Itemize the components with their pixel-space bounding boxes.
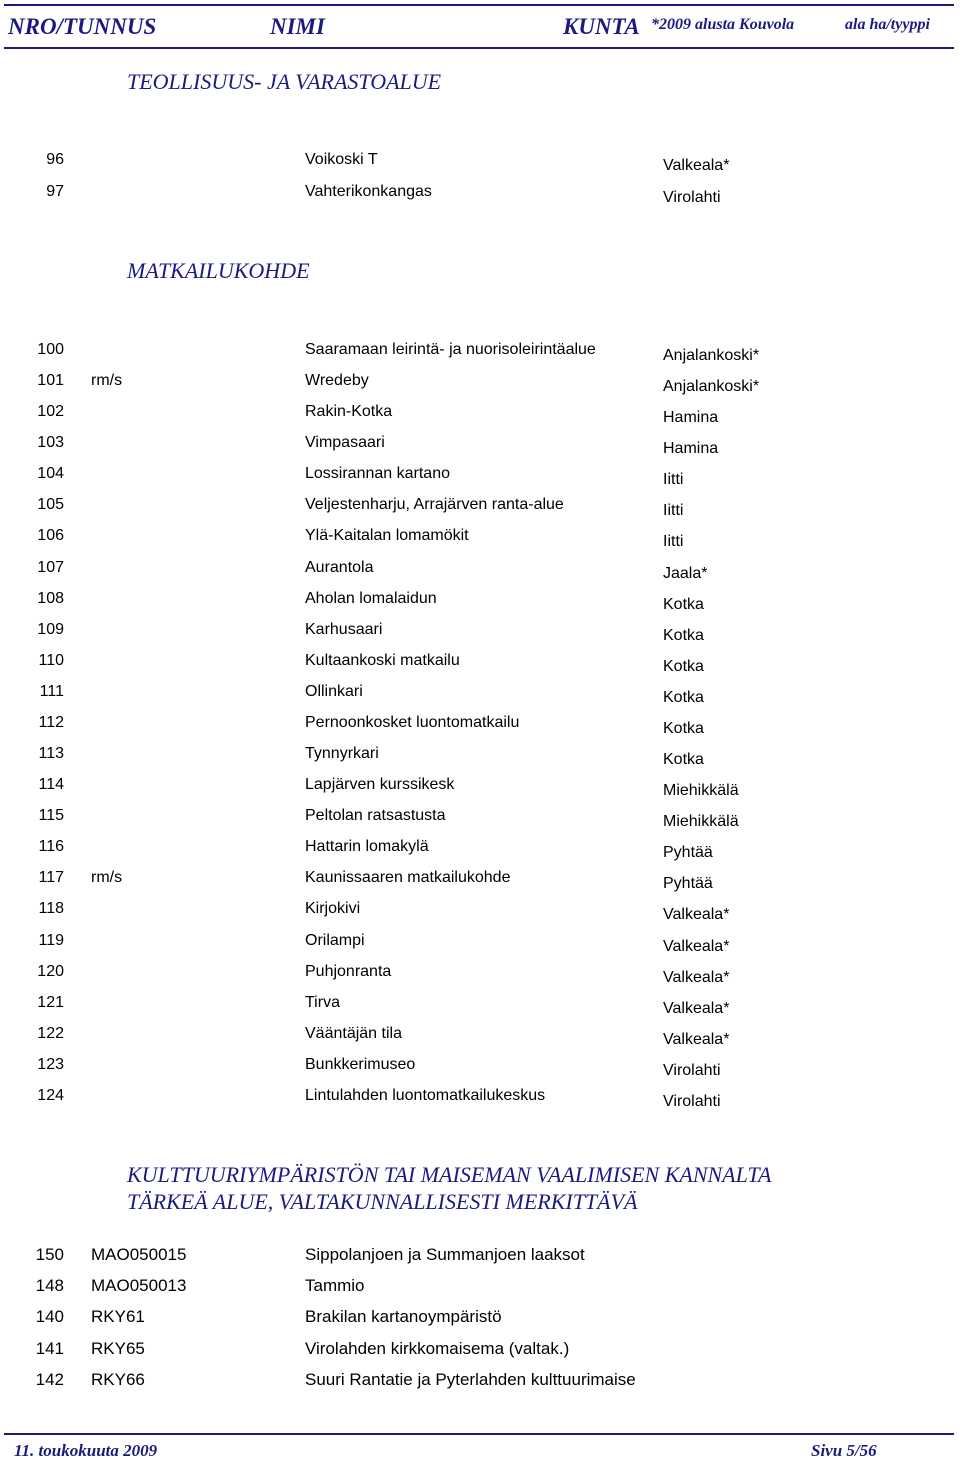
table-row bbox=[0, 461, 960, 489]
cell-num: 148 bbox=[35, 1276, 64, 1296]
cell-num: 101 bbox=[37, 372, 64, 390]
footer-page-number: Sivu 5/56 bbox=[811, 1441, 877, 1460]
table-row bbox=[0, 368, 960, 396]
cell-name: Aurantola bbox=[305, 558, 374, 576]
cell-name: Lossirannan kartano bbox=[305, 465, 450, 483]
cell-code: MAO050013 bbox=[91, 1276, 187, 1296]
cell-name: Brakilan kartanoympäristö bbox=[305, 1307, 502, 1327]
cell-name: Tammio bbox=[305, 1276, 365, 1296]
cell-name: Lintulahden luontomatkailukeskus bbox=[305, 1086, 546, 1104]
cell-name: Tynnyrkari bbox=[305, 745, 379, 763]
cell-num: 103 bbox=[37, 434, 64, 452]
header-col-nro: NRO/TUNNUS bbox=[8, 14, 157, 39]
cell-kunta: Valkeala* bbox=[663, 157, 730, 174]
cell-code: MAO050015 bbox=[91, 1245, 187, 1264]
cell-kunta: Kotka bbox=[663, 751, 704, 769]
table-row bbox=[0, 834, 960, 862]
footer-rule bbox=[4, 1433, 954, 1435]
cell-num: 109 bbox=[37, 620, 64, 638]
section-title-industry: TEOLLISUUS- JA VARASTOALUE bbox=[127, 69, 442, 94]
cell-num: 122 bbox=[37, 1024, 64, 1042]
cell-kunta: Valkeala* bbox=[663, 1030, 730, 1048]
table-row bbox=[0, 586, 960, 614]
cell-num: 100 bbox=[37, 341, 64, 358]
cell-num: 140 bbox=[35, 1307, 64, 1327]
cell-kunta: Kotka bbox=[663, 626, 704, 644]
table-row bbox=[0, 147, 960, 175]
cell-name: Vahterikonkangas bbox=[305, 182, 432, 200]
table-row bbox=[0, 1301, 960, 1329]
cell-num: 108 bbox=[37, 589, 64, 607]
cell-num: 141 bbox=[35, 1338, 64, 1358]
cell-kunta: Iitti bbox=[663, 533, 684, 551]
cell-num: 150 bbox=[35, 1245, 64, 1264]
cell-num: 118 bbox=[38, 900, 64, 918]
cell-num: 114 bbox=[38, 776, 64, 794]
cell-num: 104 bbox=[37, 465, 64, 483]
cell-num: 112 bbox=[38, 713, 64, 731]
cell-num: 116 bbox=[38, 838, 64, 856]
cell-num: 121 bbox=[37, 993, 64, 1011]
table-row bbox=[0, 523, 960, 551]
cell-num: 119 bbox=[38, 931, 64, 949]
cell-kunta: Iitti bbox=[663, 502, 684, 520]
cell-num: 107 bbox=[37, 558, 64, 576]
header-col-kunta: KUNTA bbox=[563, 14, 640, 39]
table-row bbox=[0, 492, 960, 520]
cell-name: Pernoonkosket luontomatkailu bbox=[305, 713, 520, 731]
cell-name: Lapjärven kurssikesk bbox=[305, 776, 455, 794]
cell-name: Kultaankoski matkailu bbox=[305, 651, 460, 669]
cell-num: 96 bbox=[46, 151, 64, 168]
cell-kunta: Kotka bbox=[663, 657, 704, 675]
header-col-area: ala ha/tyyppi bbox=[845, 16, 930, 33]
cell-name: Peltolan ratsastusta bbox=[305, 807, 446, 825]
table-row bbox=[0, 1333, 960, 1361]
table-row bbox=[0, 179, 960, 207]
cell-kunta: Jaala* bbox=[663, 564, 708, 582]
table-row bbox=[0, 1052, 960, 1080]
cell-name: Puhjonranta bbox=[305, 962, 392, 980]
table-row bbox=[0, 1239, 960, 1267]
footer-date: 11. toukokuuta 2009 bbox=[14, 1441, 158, 1460]
cell-kunta: Anjalankoski* bbox=[663, 347, 760, 364]
cell-name: Veljestenharju, Arrajärven ranta-alue bbox=[305, 496, 564, 514]
cell-kunta: Pyhtää bbox=[663, 844, 713, 862]
section-title-culture-line1: KULTTUURIYMPÄRISTÖN TAI MAISEMAN VAALIMISEN KANNALTA bbox=[127, 1162, 772, 1187]
table-row bbox=[0, 679, 960, 707]
cell-name: Ollinkari bbox=[305, 682, 363, 700]
cell-kunta: Valkeala* bbox=[663, 937, 730, 955]
cell-num: 102 bbox=[37, 403, 64, 421]
cell-name: Vimpasaari bbox=[305, 434, 385, 452]
cell-kunta: Kotka bbox=[663, 595, 704, 613]
table-row bbox=[0, 430, 960, 458]
cell-num: 142 bbox=[35, 1369, 64, 1389]
cell-kunta: Miehikkälä bbox=[663, 813, 739, 831]
cell-name: Karhusaari bbox=[305, 620, 383, 638]
cell-num: 120 bbox=[37, 962, 64, 980]
cell-num: 115 bbox=[38, 807, 64, 825]
table-row bbox=[0, 896, 960, 924]
table-row bbox=[0, 710, 960, 738]
cell-kunta: Valkeala* bbox=[663, 906, 730, 924]
cell-kunta: Hamina bbox=[663, 409, 719, 427]
table-row bbox=[0, 865, 960, 893]
header-col-nimi: NIMI bbox=[270, 14, 325, 39]
cell-name: Hattarin lomakylä bbox=[305, 838, 429, 856]
header-rule-bottom bbox=[4, 47, 954, 49]
cell-num: 106 bbox=[37, 527, 64, 545]
table-row bbox=[0, 803, 960, 831]
cell-kunta: Miehikkälä bbox=[663, 782, 739, 800]
cell-code: rm/s bbox=[91, 372, 123, 390]
cell-kunta: Valkeala* bbox=[663, 999, 730, 1017]
cell-num: 117 bbox=[38, 869, 64, 887]
cell-kunta: Virolahti bbox=[663, 1092, 721, 1110]
cell-kunta: Hamina bbox=[663, 440, 719, 458]
cell-code: RKY65 bbox=[91, 1338, 145, 1358]
cell-name: Kirjokivi bbox=[305, 900, 361, 918]
cell-code: rm/s bbox=[91, 869, 123, 887]
table-row bbox=[0, 990, 960, 1018]
header-col-note: *2009 alusta Kouvola bbox=[651, 16, 795, 33]
table-row bbox=[0, 772, 960, 800]
cell-name: Saaramaan leirintä- ja nuorisoleirintäalue bbox=[305, 341, 596, 358]
table-row bbox=[0, 1364, 960, 1392]
cell-name: Rakin-Kotka bbox=[305, 403, 393, 421]
cell-kunta: Virolahti bbox=[663, 188, 721, 206]
cell-code: RKY66 bbox=[91, 1369, 145, 1389]
cell-name: Virolahden kirkkomaisema (valtak.) bbox=[305, 1338, 570, 1358]
cell-name: Voikoski T bbox=[305, 151, 378, 168]
section-title-culture-line2: TÄRKEÄ ALUE, VALTAKUNNALLISESTI MERKITTÄVÄ bbox=[127, 1189, 638, 1214]
cell-num: 123 bbox=[37, 1055, 64, 1073]
table-row bbox=[0, 399, 960, 427]
cell-kunta: Kotka bbox=[663, 719, 704, 737]
table-row bbox=[0, 1270, 960, 1298]
cell-name: Wredeby bbox=[305, 372, 369, 390]
cell-name: Sippolanjoen ja Summanjoen laaksot bbox=[305, 1245, 585, 1264]
cell-num: 124 bbox=[37, 1086, 64, 1104]
table-row bbox=[0, 741, 960, 769]
cell-num: 105 bbox=[37, 496, 64, 514]
table-row bbox=[0, 617, 960, 645]
table-row bbox=[0, 1083, 960, 1111]
cell-name: Tirva bbox=[305, 993, 340, 1011]
table-row bbox=[0, 1021, 960, 1049]
cell-name: Ylä-Kaitalan lomamökit bbox=[305, 527, 469, 545]
table-row bbox=[0, 648, 960, 676]
header-rule-top bbox=[4, 4, 954, 6]
table-row bbox=[0, 337, 960, 365]
table-row bbox=[0, 928, 960, 956]
cell-code: RKY61 bbox=[91, 1307, 145, 1327]
cell-name: Suuri Rantatie ja Pyterlahden kulttuurimaise bbox=[305, 1369, 636, 1389]
cell-kunta: Iitti bbox=[663, 471, 684, 489]
cell-kunta: Virolahti bbox=[663, 1061, 721, 1079]
cell-kunta: Anjalankoski* bbox=[663, 378, 760, 396]
page-header bbox=[0, 0, 960, 52]
cell-num: 113 bbox=[38, 745, 64, 763]
cell-num: 110 bbox=[38, 651, 64, 669]
cell-name: Kaunissaaren matkailukohde bbox=[305, 869, 511, 887]
cell-num: 111 bbox=[39, 682, 64, 700]
cell-kunta: Pyhtää bbox=[663, 875, 713, 893]
cell-kunta: Kotka bbox=[663, 688, 704, 706]
cell-name: Vääntäjän tila bbox=[305, 1024, 402, 1042]
table-row bbox=[0, 959, 960, 987]
table-row bbox=[0, 555, 960, 583]
section-title-tourism: MATKAILUKOHDE bbox=[127, 258, 310, 283]
cell-name: Orilampi bbox=[305, 931, 365, 949]
cell-name: Bunkkerimuseo bbox=[305, 1055, 416, 1073]
cell-name: Aholan lomalaidun bbox=[305, 589, 437, 607]
cell-kunta: Valkeala* bbox=[663, 968, 730, 986]
cell-num: 97 bbox=[46, 182, 64, 200]
